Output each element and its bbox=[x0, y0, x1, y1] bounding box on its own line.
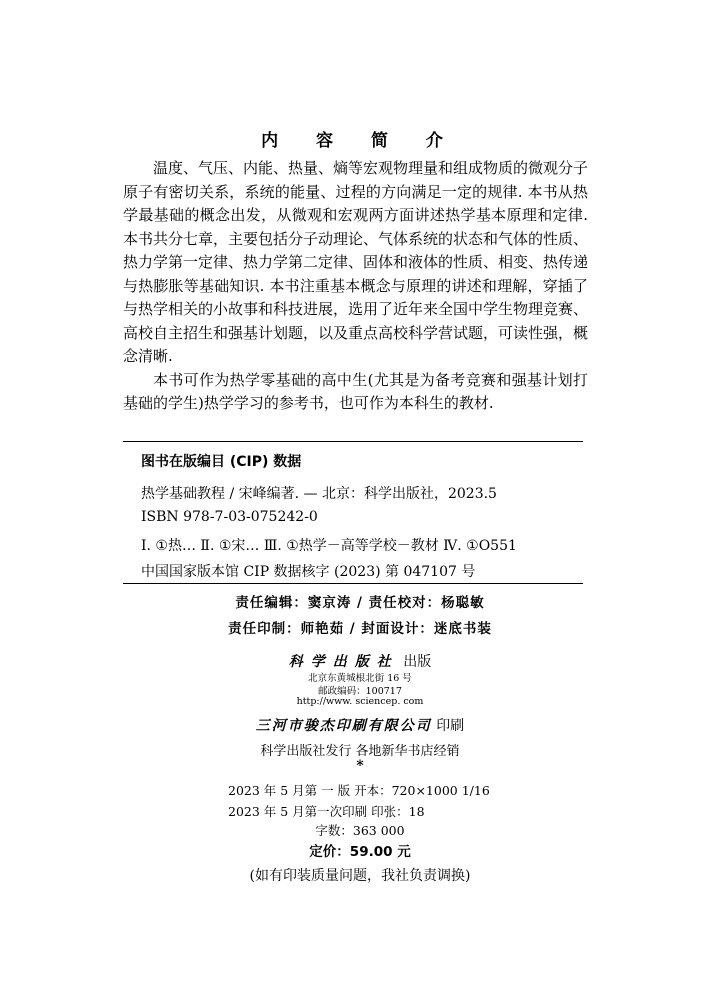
cip-bottom-rule bbox=[123, 583, 583, 584]
edition-spec-line: 2023 年 5 月第 一 版 开本：720×1000 1/16 bbox=[228, 783, 490, 798]
cip-number-line: 中国国家版本馆 CIP 数据核字 (2023) 第 047107 号 bbox=[141, 564, 476, 580]
staff-editors: 责任编辑：窦京涛 / 责任校对：杨聪敏 bbox=[235, 595, 485, 611]
cip-title-line: 热学基础教程 / 宋峰编著. — 北京：科学出版社，2023.5 bbox=[141, 486, 497, 502]
publisher-website: http://www. sciencep. com bbox=[296, 696, 424, 707]
publisher-line bbox=[0, 651, 720, 671]
printer-suffix: 印刷 bbox=[436, 718, 465, 734]
summary-paragraph-2: 本书可作为热学零基础的高中生(尤其是为备考竞赛和强基计划打基础的学生)热学学习的参考书，也可作为本科生的教材. bbox=[123, 370, 588, 412]
cip-heading: 图书在版编目 (CIP) 数据 bbox=[141, 454, 302, 470]
quality-note: (如有印装质量问题，我社负责调换) bbox=[249, 868, 471, 884]
summary-paragraph-1: 温度、气压、内能、热量、熵等宏观物理量和组成物质的微观分子原子有密切关系，系统的能量、过程的方向满足一定的规律. 本书从热学最基础的概念出发，从微观和宏观两方面讲述热学基本原理和定律. 本书共分七章，主要包括分子动理论、气体系统的状态和气体的性质、热力学第一定律、热力学第二定律、固体和液体的性质、相变、热传递与热膨胀等基础知识. 本书注重基本概念与原理的讲述和理解，穿插了与热学相关的小故事和科技进展，选用了近年来全国中学生物理竞赛、高校自主招生和强基计划题，以及重点高校科学营试题，可读性强，概念清晰. bbox=[123, 159, 589, 365]
publisher-address: 北京东黄城根北街 16 号 bbox=[308, 673, 412, 684]
staff-production: 责任印制：师艳茹 / 封面设计：迷底书装 bbox=[228, 621, 492, 637]
cip-top-rule bbox=[123, 441, 583, 442]
printer-line bbox=[0, 715, 720, 735]
printing-spec-line: 2023 年 5 月第一次印刷 印张：18 bbox=[228, 804, 425, 819]
printer-name: 三河市骏杰印刷有限公司 bbox=[255, 718, 432, 734]
cip-classification-line: Ⅰ. ①热… Ⅱ. ①宋… Ⅲ. ①热学－高等学校－教材 Ⅳ. ①O551 bbox=[141, 538, 517, 554]
distribution-line: 科学出版社发行 各地新华书店经销 bbox=[260, 744, 460, 759]
summary-heading: 内 容 简 介 bbox=[261, 131, 459, 151]
cip-isbn-line: ISBN 978-7-03-075242-0 bbox=[141, 509, 318, 525]
separator-star: * bbox=[356, 758, 364, 774]
summary-text bbox=[123, 157, 588, 416]
publisher-name: 科学出版社 bbox=[288, 654, 399, 670]
price: 定价：59.00 元 bbox=[309, 844, 411, 860]
publisher-postcode: 邮政编码：100717 bbox=[318, 686, 402, 697]
word-count: 字数：363 000 bbox=[315, 823, 405, 838]
publisher-suffix: 出版 bbox=[403, 654, 432, 670]
